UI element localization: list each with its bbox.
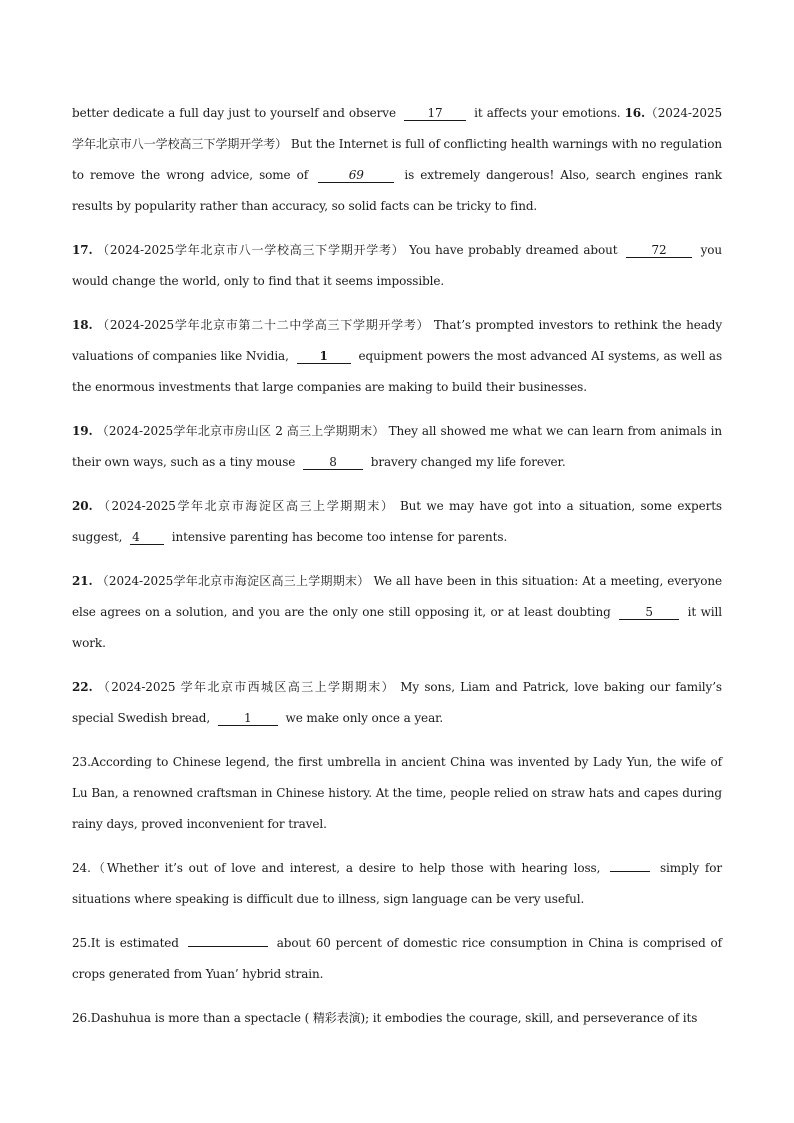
question-25 xyxy=(72,928,722,990)
question-number: 17. xyxy=(72,243,93,257)
question-number: 20. xyxy=(72,499,93,513)
question-text: They all showed me what we can learn from animals in their own ways, such as a tiny mouse xyxy=(72,424,723,469)
question-24 xyxy=(72,853,722,915)
question-text: about 60 percent of domestic rice consumption in China is comprised of crops generated from Yuan’ hybrid strain. xyxy=(72,936,723,981)
answer-blank xyxy=(188,946,268,947)
question-text: bravery changed my life forever. xyxy=(370,455,566,469)
question-text: better dedicate a full day just to yourself and observe xyxy=(72,106,396,120)
question-source: （2024-2025学年北京市八一学校高三下学期开学考） xyxy=(97,243,405,257)
question-source: （2024-2025学年北京市房山区 2 高三上学期期末） xyxy=(96,424,385,438)
answer-blank: 72 xyxy=(626,243,692,258)
question-text: My sons, Liam and Patrick, love baking our family’s special Swedish bread, xyxy=(72,680,722,725)
answer-blank: 4 xyxy=(130,530,164,545)
answer-blank: 5 xyxy=(619,605,679,620)
answer-blank: 17 xyxy=(404,106,466,121)
question-number: 19. xyxy=(72,424,93,438)
answer-blank xyxy=(610,871,650,872)
question-source: （2024-2025学年北京市第二十二中学高三下学期开学考） xyxy=(97,318,430,332)
question-number: 16. xyxy=(624,106,646,120)
question-text: You have probably dreamed about xyxy=(409,243,618,257)
question-26 xyxy=(72,1003,722,1034)
question-23 xyxy=(72,747,722,840)
document-page xyxy=(72,98,722,1034)
question-text: 23.According to Chinese legend, the first umbrella in ancient China was invented by Lady Yun, the wife of Lu Ban, a renowned craftsman in Chinese history. At the time, people relied on straw hats and capes during rainy days, proved inconvenient for travel. xyxy=(72,755,722,831)
question-text: 24.（Whether it’s out of love and interest, a desire to help those with hearing loss, xyxy=(72,861,601,875)
question-number: 21. xyxy=(72,574,93,588)
question-20 xyxy=(72,491,722,553)
answer-blank: 69 xyxy=(318,168,394,183)
question-21 xyxy=(72,566,722,659)
question-source: （2024-2025学年北京市八一学校高三下学期开学考） xyxy=(72,106,723,151)
answer-blank: 1 xyxy=(218,711,278,726)
question-text: That’s prompted investors to rethink the heady valuations of companies like Nvidia, xyxy=(72,318,723,363)
answer-blank: 1 xyxy=(297,349,351,364)
question-text: But the Internet is full of conflicting health warnings with no regulation to remove the wrong advice, some of xyxy=(72,137,722,182)
question-22 xyxy=(72,672,722,734)
question-text: is extremely dangerous! Also, search engines rank results by popularity rather than accuracy, so solid facts can be tricky to find. xyxy=(72,168,722,213)
answer-blank: 8 xyxy=(303,455,363,470)
question-source: （2024-2025学年北京市海淀区高三上学期期末） xyxy=(97,499,395,513)
question-17 xyxy=(72,235,722,297)
question-text: intensive parenting has become too intense for parents. xyxy=(171,530,508,544)
question-text: you would change the world, only to find that it seems impossible. xyxy=(72,243,723,288)
question-number: 18. xyxy=(72,318,93,332)
question-number: 22. xyxy=(72,680,93,694)
question-source: （2024-2025学年北京市海淀区高三上学期期末） xyxy=(96,574,370,588)
question-text: equipment powers the most advanced AI systems, as well as the enormous investments that large companies are making to build their businesses. xyxy=(72,349,723,394)
question-source: （2024-2025 学年北京市西城区高三上学期期末） xyxy=(97,680,396,694)
question-text: 25.It is estimated xyxy=(72,936,179,950)
question-text: simply for situations where speaking is difficult due to illness, sign language can be very useful. xyxy=(72,861,722,906)
question-text: We all have been in this situation: At a meeting, everyone else agrees on a solution, and you are the only one still opposing it, or at least doubting xyxy=(72,574,723,619)
question-text: we make only once a year. xyxy=(285,711,444,725)
question-15-continuation xyxy=(72,98,722,222)
question-text: it affects your emotions. xyxy=(474,106,621,120)
question-text: 26.Dashuhua is more than a spectacle ( 精彩表演); it embodies the courage, skill, and perseverance of its xyxy=(72,1011,698,1025)
question-19 xyxy=(72,416,722,478)
question-18 xyxy=(72,310,722,403)
question-text: it will work. xyxy=(72,605,723,650)
question-text: But we may have got into a situation, some experts suggest, xyxy=(72,499,722,544)
